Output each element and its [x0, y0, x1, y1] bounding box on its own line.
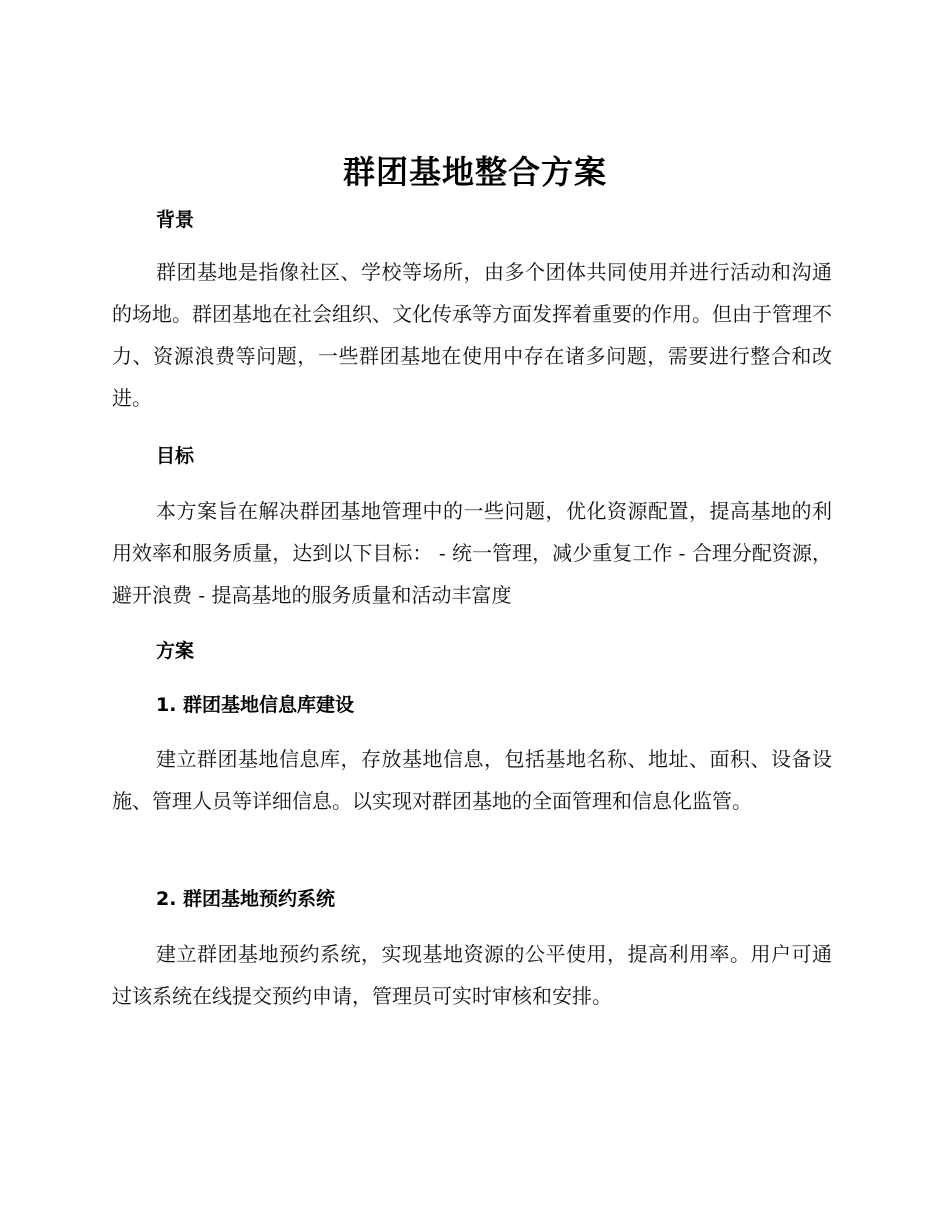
subsection-heading-info-database: 1. 群团基地信息库建设 [156, 694, 355, 716]
subsection-heading-booking-system: 2. 群团基地预约系统 [156, 888, 336, 910]
section-body-background: 群团基地是指像社区、学校等场所，由多个团体共同使用并进行活动和沟通的场地。群团基地在社会组织、文化传承等方面发挥着重要的作用。但由于管理不力、资源浪费等问题，一些群团基地在使用中存在诸多问题，需要进行整合和改进。 [112, 260, 832, 410]
section-heading-background: 背景 [156, 209, 195, 231]
section-heading-goal: 目标 [156, 445, 195, 467]
subsection-body-info-database: 建立群团基地信息库，存放基地信息，包括基地名称、地址、面积、设备设施、管理人员等详细信息。以实现对群团基地的全面管理和信息化监管。 [112, 747, 832, 813]
subsection-body-booking-system: 建立群团基地预约系统，实现基地资源的公平使用，提高利用率。用户可通过该系统在线提交预约申请，管理员可实时审核和安排。 [112, 942, 832, 1008]
section-heading-plan: 方案 [156, 640, 195, 662]
document-title: 群团基地整合方案 [342, 153, 607, 191]
section-body-goal: 本方案旨在解决群团基地管理中的一些问题，优化资源配置，提高基地的利用效率和服务质量，达到以下目标： - 统一管理，减少重复工作 - 合理分配资源，避开浪费 - 提高基地的服务质量和活动丰富度 [112, 499, 832, 607]
